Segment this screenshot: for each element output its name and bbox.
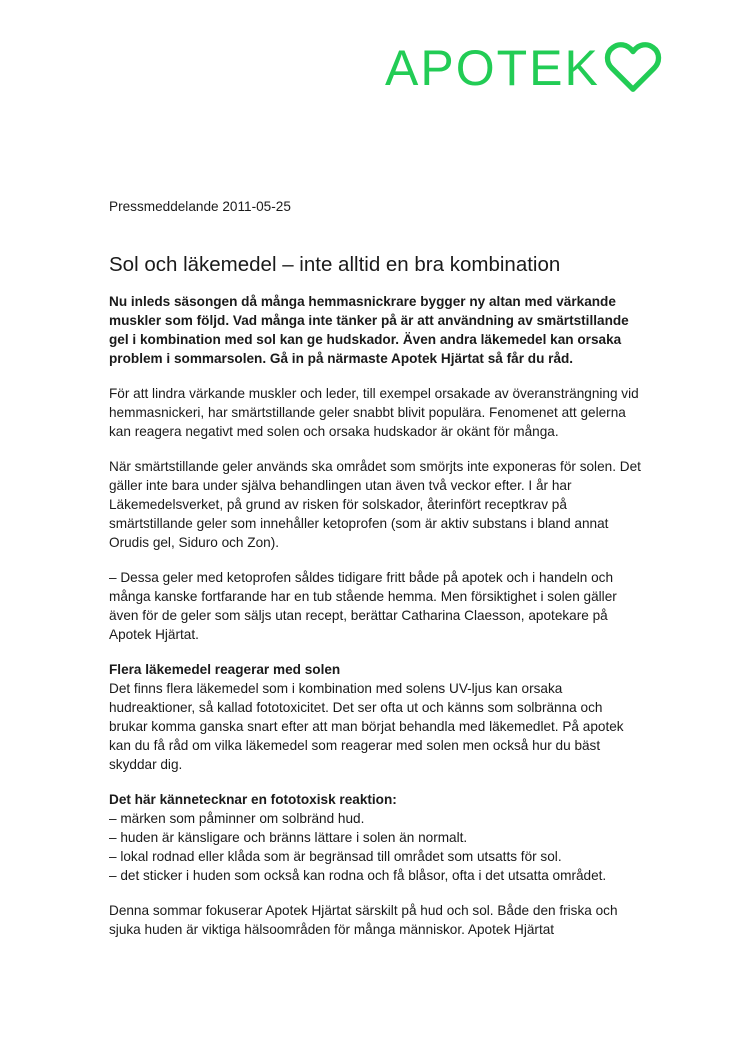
body-paragraph-3: – Dessa geler med ketoprofen såldes tidigare fritt både på apotek och i handeln och många kanske fortfarande har en tub stående hemma. Men försiktighet i solen gäller även för de geler som säljs utan recept, berättar Catharina Claesson, apotekare på Apotek Hjärtat. (109, 570, 617, 642)
apotek-logo (385, 38, 662, 98)
heart-outline-icon (604, 39, 662, 97)
lead-paragraph: Nu inleds säsongen då många hemmasnickrare bygger ny altan med värkande muskler som följd. Vad många inte tänker på är att användning av smärtstillande gel i kombination med sol kan ge hudskador. Även andra läkemedel kan orsaka problem i sommarsolen. Gå in på närmaste Apotek Hjärtat så får du råd. (109, 294, 629, 366)
list-item: – lokal rodnad eller klåda som är begränsad till området som utsatts för sol. (109, 849, 562, 864)
closing-paragraph: Denna sommar fokuserar Apotek Hjärtat särskilt på hud och sol. Både den friska och sjuka huden är viktiga hälsoområden för många människor. Apotek Hjärtat (109, 903, 618, 937)
list-item: – märken som påminner om solbränd hud. (109, 811, 365, 826)
list-item: – huden är känsligare och bränns lättare i solen än normalt. (109, 830, 468, 845)
symptom-list (109, 809, 641, 885)
logo-wordmark: APOTEK (385, 40, 600, 96)
list-item: – det sticker i huden som också kan rodna och få blåsor, ofta i det utsatta området. (109, 868, 607, 883)
press-release-body (109, 197, 641, 955)
date-line: Pressmeddelande 2011-05-25 (109, 199, 291, 214)
body-paragraph-2: När smärtstillande geler används ska området som smörjts inte exponeras för solen. Det gäller inte bara under själva behandlingen utan även två veckor efter. I år har Läkemedelsverket, på grund av risken för solskador, återinfört receptkrav på smärtstillande geler som innehåller ketoprofen (som är aktiv substans i bland annat Orudis gel, Siduro och Zon). (109, 459, 641, 550)
section-heading-2: Det här kännetecknar en fototoxisk reaktion: (109, 792, 397, 807)
page-title: Sol och läkemedel – inte alltid en bra kombination (109, 253, 561, 276)
section-heading-1: Flera läkemedel reagerar med solen (109, 662, 341, 677)
section-body-1: Det finns flera läkemedel som i kombination med solens UV-ljus kan orsaka hudreaktioner, så kallad fototoxicitet. Det ser ofta ut och känns som solbränna och brukar komma ganska snart efter att man börjat behandla med läkemedlet. På apotek kan du få råd om vilka läkemedel som reagerar med solen men också hur du bäst skyddar dig. (109, 681, 624, 772)
body-paragraph-1: För att lindra värkande muskler och leder, till exempel orsakade av överansträngning vid hemmasnickeri, har smärtstillande geler snabbt blivit populära. Fenomenet att gelerna kan reagera negativt med solen och orsaka hudskador är okänt för många. (109, 386, 639, 439)
